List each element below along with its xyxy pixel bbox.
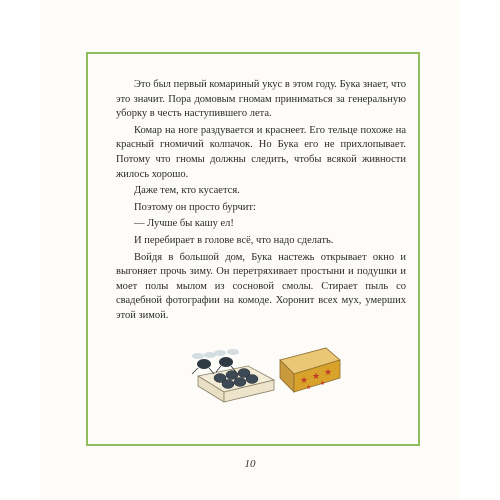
story-text xyxy=(116,78,406,326)
paragraph-6: И перебирает в голове всё, что надо сделать. xyxy=(134,234,334,246)
svg-text:★: ★ xyxy=(306,384,312,391)
paragraph-1: Это был первый комариный укус в этом году. Бука знает, что это значит. Пора домовым гномам приниматься за генеральную уборку в честь наступившего лета. xyxy=(116,79,406,120)
svg-text:★: ★ xyxy=(324,368,333,378)
svg-text:★: ★ xyxy=(320,380,326,387)
paragraph-4: Поэтому он просто бурчит: xyxy=(134,201,256,213)
matchbox-icon xyxy=(280,340,340,392)
paragraph-3: Даже тем, кто кусается. xyxy=(134,185,240,197)
svg-text:★: ★ xyxy=(300,376,309,386)
paragraph-7: Войдя в большой дом, Бука настежь открывает окно и выгоняет прочь зиму. Он перетряхивает простыни и подушки и моет полы мылом из сосновой смолы. Стирает пыль со свадебной фотографии на комоде. Хоронит всех мух, умерших этой зимой. xyxy=(116,251,406,321)
matchbox-with-flies-illustration xyxy=(176,340,344,408)
paragraph-5: — Лучше бы кашу ел! xyxy=(134,218,234,230)
paragraph-2: Комар на ноге раздувается и краснеет. Его тельце похоже на красный гномичий колпачок. Но Бука его не прихлопывает. Потому что гномы должны следить, чтобы всякой живности жилось хорошо. xyxy=(116,124,406,180)
page-number: 10 xyxy=(244,458,256,470)
svg-text:★: ★ xyxy=(312,372,321,382)
